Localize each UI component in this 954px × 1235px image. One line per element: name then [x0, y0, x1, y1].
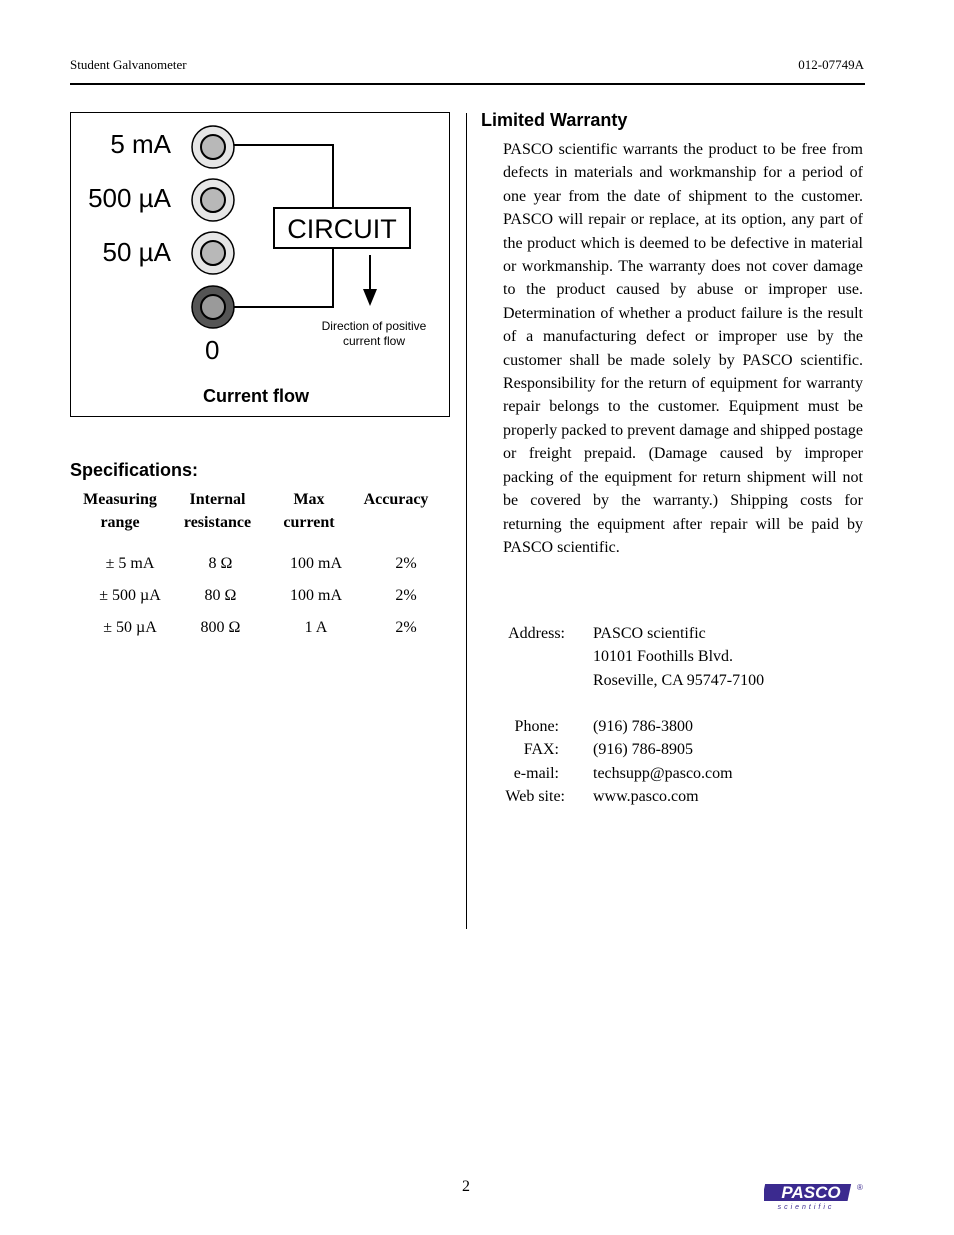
- logo-registered: ®: [857, 1183, 863, 1192]
- spec-header-range: [70, 488, 170, 534]
- table-cell: 2%: [395, 619, 417, 636]
- address-line2: 10101 Foothills Blvd.: [593, 648, 734, 665]
- spec-header-max-current: [265, 488, 353, 534]
- table-cell: ± 5 mA: [105, 555, 155, 572]
- zero-label: 0: [205, 335, 220, 365]
- address-line1: PASCO scientific: [593, 625, 706, 642]
- address-label: Address:: [508, 625, 565, 642]
- direction-label: [311, 319, 437, 349]
- header-title: Student Galvanometer: [70, 57, 187, 72]
- terminal-label-500ua: 500 µA: [88, 183, 171, 213]
- logo-subtext: scientific: [777, 1204, 835, 1210]
- table-cell: 100 mA: [290, 555, 342, 572]
- current-flow-caption: Current flow: [203, 386, 309, 406]
- direction-label-line1: Direction of positive: [321, 319, 427, 333]
- pasco-logo: [764, 1180, 864, 1210]
- direction-label-line2: current flow: [342, 334, 406, 348]
- table-cell: ± 50 µA: [103, 619, 157, 636]
- galvanometer-diagram: [70, 112, 450, 417]
- header-doc-number: 012-07749A: [798, 57, 864, 72]
- table-cell: ± 500 µA: [99, 587, 161, 604]
- table-cell: 8 Ω: [208, 555, 233, 572]
- table-cell: 1 A: [304, 619, 328, 636]
- wire-top: [234, 145, 333, 209]
- terminal-5ma: [192, 126, 234, 168]
- email-value: techsupp@pasco.com: [593, 765, 733, 782]
- terminal-label-5ma: 5 mA: [110, 129, 171, 159]
- web-value: www.pasco.com: [593, 788, 699, 805]
- fax-value: (916) 786-8905: [593, 741, 693, 758]
- spec-header-text: range: [100, 514, 140, 531]
- table-cell: 2%: [395, 555, 417, 572]
- spec-header-text: Measuring: [83, 491, 157, 508]
- terminal-50ua: [192, 232, 234, 274]
- spec-header-text: current: [283, 514, 335, 531]
- phone-value: (916) 786-3800: [593, 718, 693, 735]
- table-cell: 800 Ω: [200, 619, 241, 636]
- terminal-500ua: [192, 179, 234, 221]
- web-label: Web site:: [505, 788, 565, 805]
- warranty-title: Limited Warranty: [481, 110, 628, 130]
- phone-label: Phone:: [514, 718, 559, 735]
- wire-bottom: [234, 249, 333, 307]
- spec-header-text: Accuracy: [363, 491, 429, 508]
- spec-header-text: Internal: [189, 491, 246, 508]
- specifications-title: Specifications:: [70, 460, 199, 480]
- arrow-head-icon: [363, 289, 377, 306]
- spec-header-accuracy: [353, 488, 439, 511]
- address-line3: Roseville, CA 95747-7100: [593, 672, 765, 689]
- fax-label: FAX:: [523, 741, 559, 758]
- terminal-zero: [192, 286, 234, 328]
- table-cell: 100 mA: [290, 587, 342, 604]
- terminal-label-50ua: 50 µA: [102, 237, 171, 267]
- warranty-body: PASCO scientific warrants the product to be free from defects in materials and workmanship for a period of one year from the date of shipment to the customer. PASCO will repair or replace, at its option, any part of the product which is deemed to be defective in material or workmanship. The warranty does not cover damage to the product caused by abuse or improper use. Determination of whether a product failure is the result of a manufacturing defect or improper use by the customer shall be made solely by PASCO scientific. Responsibility for the return of equipment for warranty repair belongs to the customer. Equipment must be properly packed to prevent damage and shipped postage or freight prepaid. (Damage caused by improper packing of the equipment for return shipment will not be covered by the warranty.) Shipping costs for returning the equipment after repair will be paid by PASCO scientific.: [503, 141, 863, 556]
- table-cell: 2%: [395, 587, 417, 604]
- spec-header-resistance: [170, 488, 265, 534]
- email-label: e-mail:: [513, 765, 559, 782]
- page-number: 2: [462, 1178, 470, 1195]
- header-rule: [70, 83, 865, 85]
- circuit-box: CIRCUIT: [273, 207, 411, 249]
- spec-header-text: Max: [293, 491, 325, 508]
- table-cell: 80 Ω: [204, 587, 237, 604]
- column-divider: [466, 113, 467, 929]
- spec-header-text: resistance: [183, 514, 252, 531]
- logo-text: PASCO: [781, 1183, 841, 1202]
